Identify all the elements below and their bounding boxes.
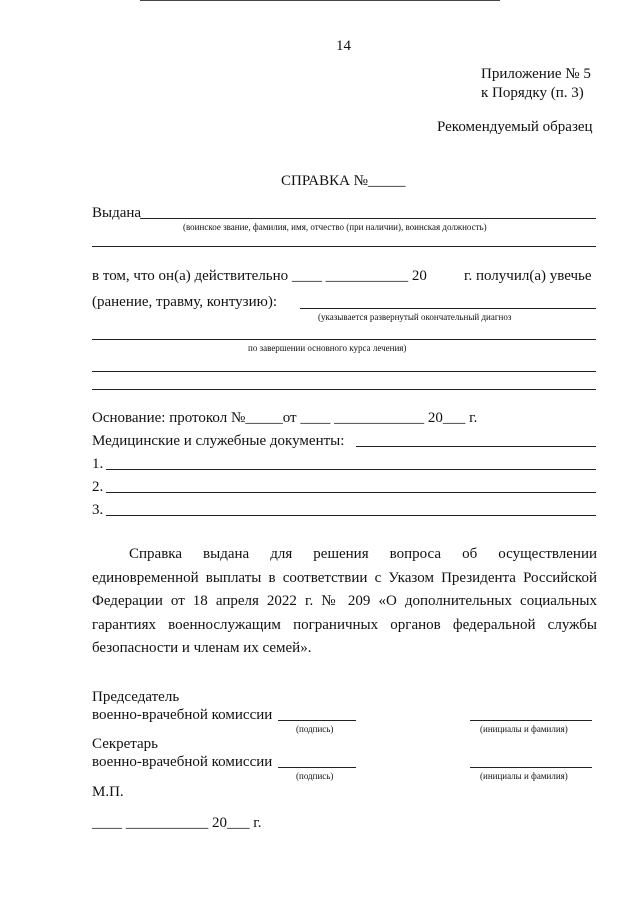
secretary-commission: военно-врачебной комиссии bbox=[92, 754, 273, 770]
secretary-signature-hint: (подпись) bbox=[296, 771, 334, 781]
secretary-initials-hint: (инициалы и фамилия) bbox=[480, 771, 568, 781]
sample-label: Рекомендуемый образец bbox=[437, 119, 593, 135]
date-line: ____ ___________ 20___ г. bbox=[92, 815, 262, 831]
documents-line[interactable] bbox=[356, 446, 596, 447]
chair-signature-hint: (подпись) bbox=[296, 724, 334, 734]
chair-commission: военно-врачебной комиссии bbox=[92, 707, 273, 723]
stamp-place: М.П. bbox=[92, 784, 124, 800]
diagnosis-line-2[interactable] bbox=[92, 339, 596, 340]
basis-protocol: Основание: протокол №_____от ____ ____________ 20___ г. bbox=[92, 410, 478, 426]
issued-line[interactable] bbox=[140, 218, 596, 219]
document-item-1-line[interactable] bbox=[106, 469, 596, 470]
injury-type-label: (ранение, травму, контузию): bbox=[92, 294, 277, 310]
diagnosis-hint: (указывается развернутый окончательный диагноз bbox=[318, 312, 512, 322]
document-item-1: 1. bbox=[92, 456, 104, 472]
page-number: 14 bbox=[336, 38, 351, 54]
document-item-2-line[interactable] bbox=[106, 492, 596, 493]
diagnosis-line-4[interactable] bbox=[92, 389, 596, 390]
secretary-role: Секретарь bbox=[92, 736, 159, 752]
injury-received: г. получил(а) увечье bbox=[464, 268, 592, 284]
chair-role: Председатель bbox=[92, 689, 180, 705]
document-title: СПРАВКА №_____ bbox=[281, 173, 406, 189]
document-item-2: 2. bbox=[92, 479, 104, 495]
document-item-3-line[interactable] bbox=[106, 515, 596, 516]
diagnosis-hint-2: по завершении основного курса лечения) bbox=[248, 343, 407, 353]
diagnosis-line-3[interactable] bbox=[92, 371, 596, 372]
document-item-3: 3. bbox=[92, 502, 104, 518]
scan-top-edge bbox=[140, 0, 500, 1]
order-reference: к Порядку (п. 3) bbox=[481, 85, 584, 101]
issued-line-2[interactable] bbox=[92, 246, 596, 247]
secretary-signature-line[interactable] bbox=[278, 767, 356, 768]
documents-label: Медицинские и служебные документы: bbox=[92, 433, 345, 449]
chair-initials-hint: (инициалы и фамилия) bbox=[480, 724, 568, 734]
appendix-label: Приложение № 5 bbox=[481, 66, 591, 82]
issued-hint: (воинское звание, фамилия, имя, отчество (при наличии), воинская должность) bbox=[183, 222, 487, 232]
purpose-paragraph: Справка выдана для решения вопроса об осуществлении единовременной выплаты в соответствии с Указом Президента Российской Федерации от 18 апреля 2022 г. № 209 «О дополнительных социальных гарантиях военнослужащим пограничных органов федеральной службы безопасности и членам их семей». bbox=[92, 546, 597, 656]
injury-date-line: в том, что он(а) действительно ____ ___________ 20 bbox=[92, 268, 427, 284]
diagnosis-line[interactable] bbox=[300, 308, 596, 309]
chair-signature-line[interactable] bbox=[278, 720, 356, 721]
secretary-name-line[interactable] bbox=[470, 767, 592, 768]
chair-name-line[interactable] bbox=[470, 720, 592, 721]
issued-label: Выдана bbox=[92, 205, 142, 221]
